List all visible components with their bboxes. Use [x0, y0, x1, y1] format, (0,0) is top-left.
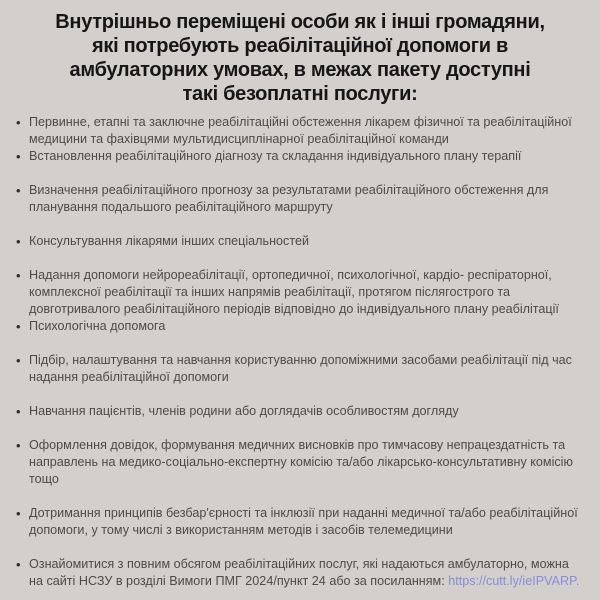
list-item-text: Психологічна допомога [29, 319, 166, 333]
list-item [14, 437, 586, 488]
list-item [14, 182, 586, 216]
bullet-group [14, 403, 586, 420]
list-item-text: Підбір, налаштування та навчання користуванню допоміжними засобами реабілітації під час надання реабілітаційної допомоги [29, 353, 572, 384]
bullet-group [14, 182, 586, 216]
list-item-text: Встановлення реабілітаційного діагнозу та складання індивідуального плану терапії [29, 149, 522, 163]
bullet-group [14, 556, 586, 590]
list-item-text: Консультування лікарями інших спеціальностей [29, 234, 309, 248]
page-title-line: амбулаторних умовах, в межах пакету доступні [69, 59, 531, 81]
list-item-text: Оформлення довідок, формування медичних висновків про тимчасову непрацездатність та направлень на медико-соціально-експертну комісію та/або лікарсько-консультативну комісію тощо [29, 438, 573, 486]
list-item [14, 233, 586, 250]
list-item-text: Надання допомоги нейрореабілітації, ортопедичної, психологічної, кардіо- респіраторної, комплексної реабілітації та інших напрямів реабілітації, протягом післягострого та довготривалого реабілітаційного періодів відповідно до індивідуального плану реабілітації [29, 268, 559, 316]
list-item-text: Дотримання принципів безбар'єрності та інклюзії при наданні медичної та/або реабілітаційної допомоги, у тому числі з використанням методів і засобів телемедицини [29, 506, 578, 537]
page-title [0, 0, 600, 110]
bullet-group [14, 114, 586, 165]
list-item [14, 505, 586, 539]
page-title-line: які потребують реабілітаційної допомоги в [92, 35, 508, 57]
list-item-text: Первинне, етапні та заключне реабілітаційні обстеження лікарем фізичної та реабілітаційної медицини та фахівцями мультидисциплінарної реабілітаційної команди [29, 115, 572, 146]
list-item [14, 403, 586, 420]
list-item [14, 556, 586, 590]
list-item-text: Навчання пацієнтів, членів родини або доглядачів особливостям догляду [29, 404, 459, 418]
list-item [14, 114, 586, 148]
list-item-text: Ознайомитися з повним обсягом реабілітаційних послуг, які надаються амбулаторно, можна на сайті НСЗУ в розділі Вимоги ПМГ 2024/пункт 24 або за посиланням: [29, 557, 569, 588]
bullet-group [14, 505, 586, 539]
list-item [14, 318, 586, 335]
list-item-text: Визначення реабілітаційного прогнозу за результатами реабілітаційного обстеження для планування подальшого реабілітаційного маршруту [29, 183, 549, 214]
bullet-group [14, 267, 586, 335]
page-title-line: Внутрішньо переміщені особи як і інші громадяни, [55, 11, 545, 33]
list-item [14, 267, 586, 318]
bullet-group [14, 437, 586, 488]
services-list [0, 110, 600, 590]
list-item [14, 352, 586, 386]
list-item [14, 148, 586, 165]
page-title-line: такі безоплатні послуги: [182, 83, 418, 105]
bullet-group [14, 233, 586, 250]
external-link[interactable]: https://cutt.ly/ieIPVARP. [448, 574, 580, 588]
bullet-group [14, 352, 586, 386]
